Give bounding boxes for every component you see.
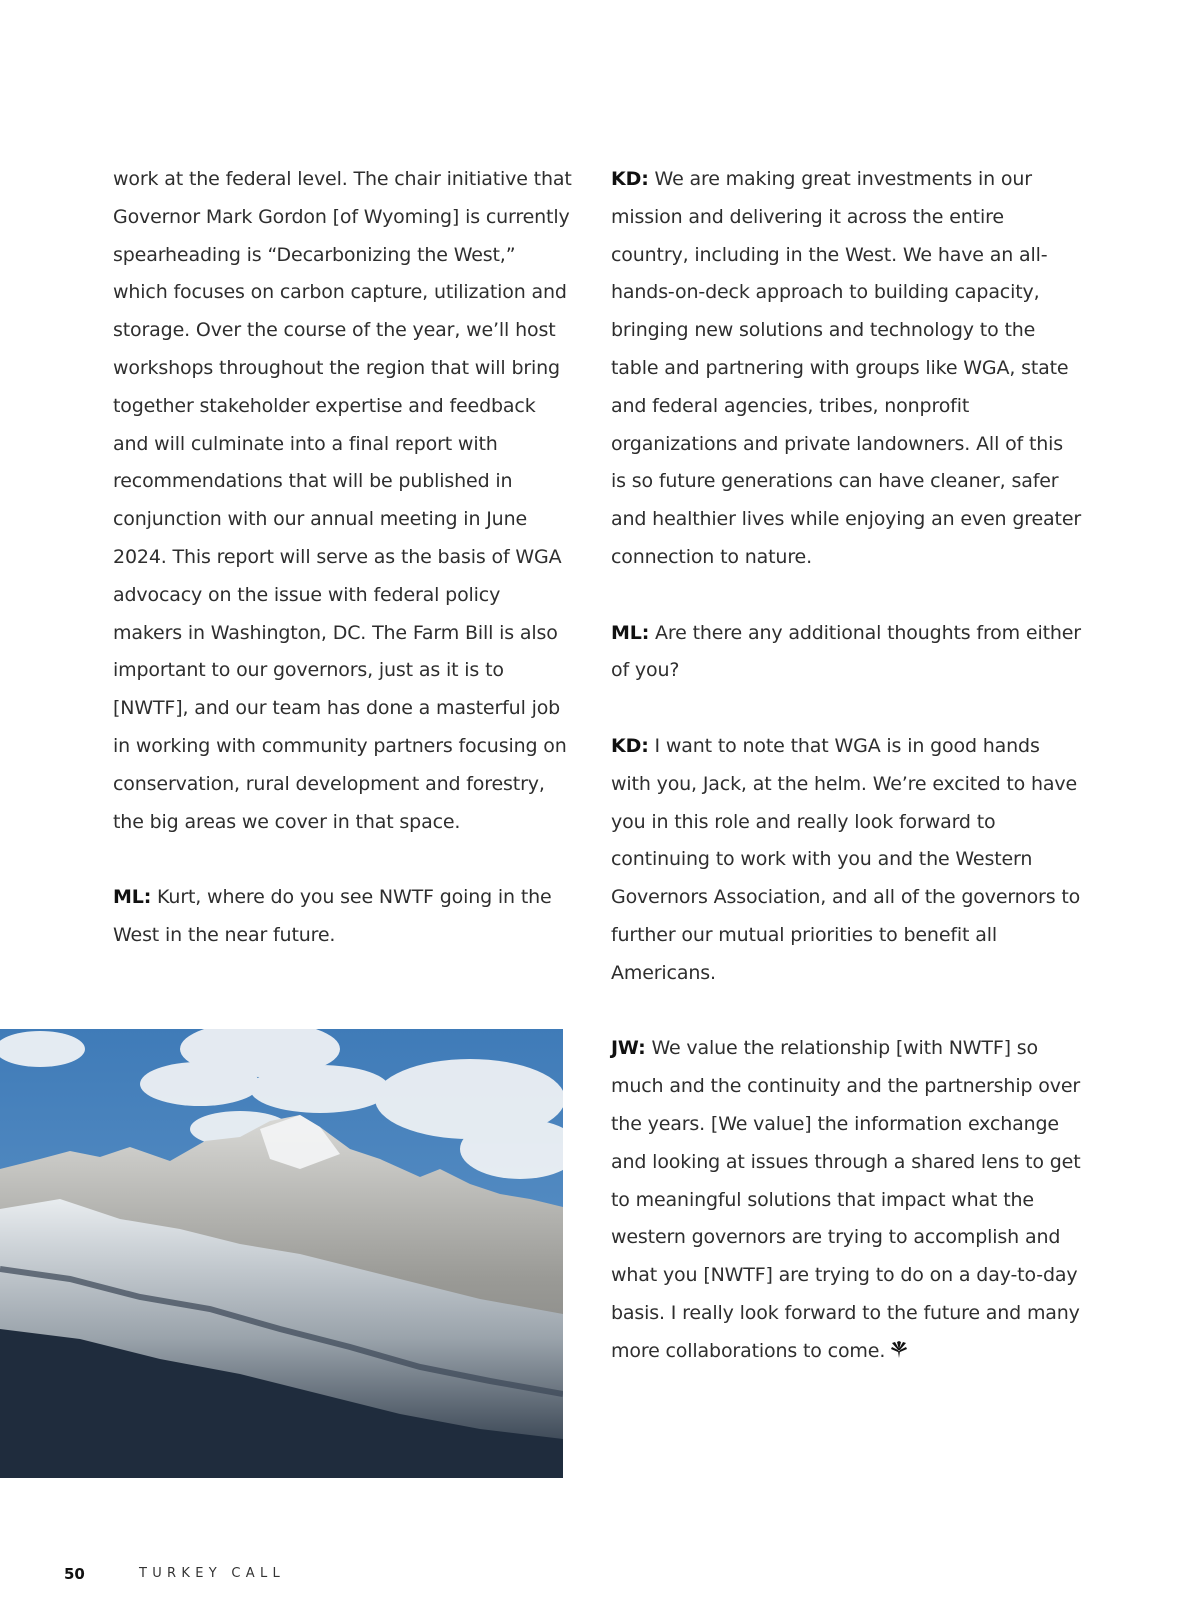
turkey-icon <box>889 1336 909 1356</box>
interview-question <box>611 615 1081 691</box>
question-text: Kurt, where do you see NWTF going in the West in the near future. <box>113 886 552 946</box>
answer-text: We value the relationship [with NWTF] so much and the continuity and the partnership over the years. [We value] the information exchange and looking at issues through a shared lens to get to meaningful solutions that impact what the western governors are trying to accomplish and what you [NWTF] are trying to do on a day-to-day basis. I really look forward to the future and many more collaborations to come. <box>611 1037 1081 1362</box>
mountain-image <box>0 1029 563 1478</box>
publication-title: TURKEY CALL <box>139 1566 286 1581</box>
answer-text: I want to note that WGA is in good hands with you, Jack, at the helm. We’re excited to have you in this role and really look forward to continuing to work with you and the Western Governors Association, and all of the governors to further our mutual priorities to benefit all Americans. <box>611 734 1081 984</box>
interview-answer <box>611 1030 1081 1370</box>
question-text: Are there any additional thoughts from either of you? <box>611 621 1081 682</box>
page-number: 50 <box>64 1565 85 1583</box>
interview-answer <box>611 728 1081 993</box>
interview-answer <box>611 161 1081 577</box>
right-column <box>611 161 1081 1371</box>
speaker-label: ML: <box>611 621 650 644</box>
interview-question <box>113 879 573 955</box>
speaker-label: KD: <box>611 168 649 190</box>
speaker-label: JW: <box>611 1037 646 1060</box>
body-paragraph: work at the federal level. The chair initiative that Governor Mark Gordon [of Wyoming] is currently spearheading is “Decarbonizing the West,” which focuses on carbon capture, utilization and storage. Over the course of the year, we’ll host workshops throughout the region that will bring together stakeholder expertise and feedback and will culminate into a final report with recommendations that will be published in conjunction with our annual meeting in June 2024. This report will serve as the basis of WGA advocacy on the issue with federal policy makers in Washington, DC. The Farm Bill is also important to our governors, just as it is to [NWTF], and our team has done a masterful job in working with community partners focusing on conservation, rural development and forestry, the big areas we cover in that space. <box>113 168 572 833</box>
left-column <box>113 161 573 955</box>
mountain-photo <box>0 1029 563 1478</box>
speaker-label: KD: <box>611 734 649 757</box>
speaker-label: ML: <box>113 886 152 909</box>
answer-text: We are making great investments in our mission and delivering it across the entire country, including in the West. We have an all-hands-on-deck approach to building capacity, bringing new solutions and technology to the table and partnering with groups like WGA, state and federal agencies, tribes, nonprofit organizations and private landowners. All of this is so future generations can have cleaner, safer and healthier lives while enjoying an even greater connection to nature. <box>611 168 1082 568</box>
